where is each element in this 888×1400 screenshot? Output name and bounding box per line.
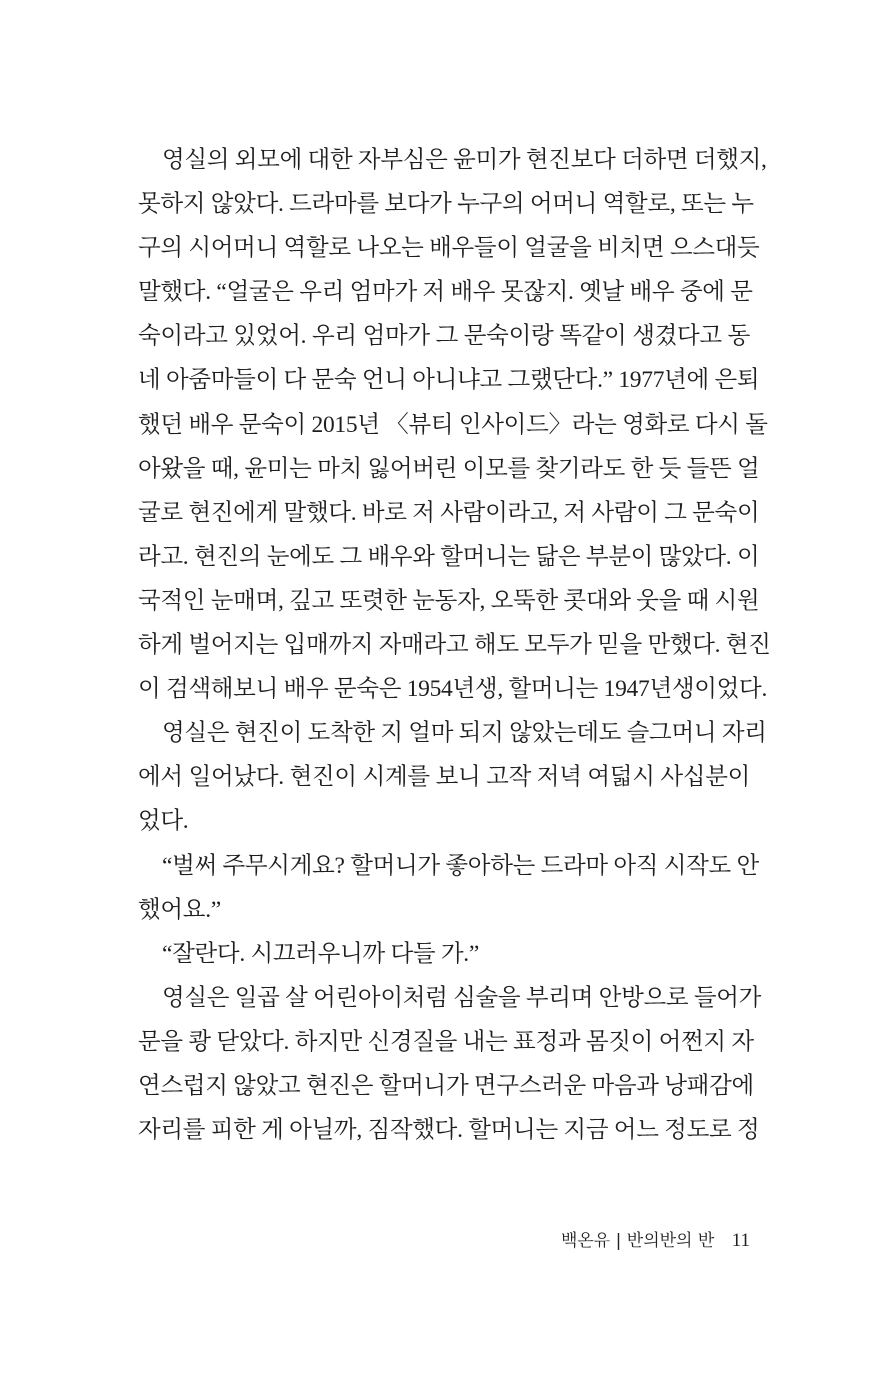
text-line: “잘란다. 시끄러우니까 다들 가.” (162, 940, 479, 967)
text-line: 자리를 피한 게 아닐까, 짐작했다. 할머니는 지금 어느 정도로 정 (138, 1117, 760, 1144)
text-line: 하게 벌어지는 입매까지 자매라고 해도 모두가 믿을 만했다. 현진 (138, 632, 771, 659)
text-line: 문을 쾅 닫았다. 하지만 신경질을 내는 표정과 몸짓이 어쩐지 자 (138, 1028, 754, 1055)
text-line: “벌써 주무시게요? 할머니가 좋아하는 드라마 아직 시작도 안 (162, 852, 759, 879)
text-line: 이 검색해보니 배우 문숙은 1954년생, 할머니는 1947년생이었다. (138, 676, 768, 703)
text-line: 했던 배우 문숙이 2015년 〈뷰티 인사이드〉라는 영화로 다시 돌 (138, 411, 768, 438)
text-line: 아왔을 때, 윤미는 마치 잃어버린 이모를 찾기라도 한 듯 들뜬 얼 (138, 455, 760, 482)
footer-separator: | (615, 1231, 622, 1251)
text-line: 영실의 외모에 대한 자부심은 윤미가 현진보다 더하면 더했지, (162, 147, 767, 173)
text-line: 영실은 현진이 도착한 지 얼마 되지 않았는데도 슬그머니 자리 (162, 720, 767, 747)
footer-book-title: 반의반의 반 (626, 1231, 715, 1251)
text-line: 구의 시어머니 역할로 나오는 배우들이 얼굴을 비치면 으스대듯 (138, 235, 760, 262)
text-line: 에서 일어났다. 현진이 시계를 보니 고작 저녁 여덟시 사십분이 (138, 764, 750, 791)
text-line: 영실은 일곱 살 어린아이처럼 심술을 부리며 안방으로 들어가 (162, 984, 762, 1011)
text-line: 네 아줌마들이 다 문숙 언니 아니냐고 그랬단다.” 1977년에 은퇴 (138, 367, 760, 394)
text-line: 숙이라고 있었어. 우리 엄마가 그 문숙이랑 똑같이 생겼다고 동 (138, 323, 750, 350)
footer-author: 백온유 (560, 1231, 611, 1251)
text-line: 못하지 않았다. 드라마를 보다가 누구의 어머니 역할로, 또는 누 (138, 191, 754, 218)
text-line: 굴로 현진에게 말했다. 바로 저 사람이라고, 저 사람이 그 문숙이 (138, 499, 760, 526)
page-number: 11 (731, 1230, 750, 1251)
text-line: 말했다. “얼굴은 우리 엄마가 저 배우 못잖지. 옛날 배우 중에 문 (138, 279, 753, 306)
text-line: 국적인 눈매며, 깊고 또렷한 눈동자, 오뚝한 콧대와 웃을 때 시원 (138, 587, 760, 614)
text-line: 라고. 현진의 눈에도 그 배우와 할머니는 닮은 부분이 많았다. 이 (138, 543, 760, 570)
text-line: 연스럽지 않았고 현진은 할머니가 면구스러운 마음과 낭패감에 (138, 1072, 754, 1099)
text-line: 었다. (138, 808, 189, 835)
text-line: 했어요.” (138, 896, 221, 923)
body-text (138, 138, 771, 1152)
running-footer (561, 1226, 750, 1252)
